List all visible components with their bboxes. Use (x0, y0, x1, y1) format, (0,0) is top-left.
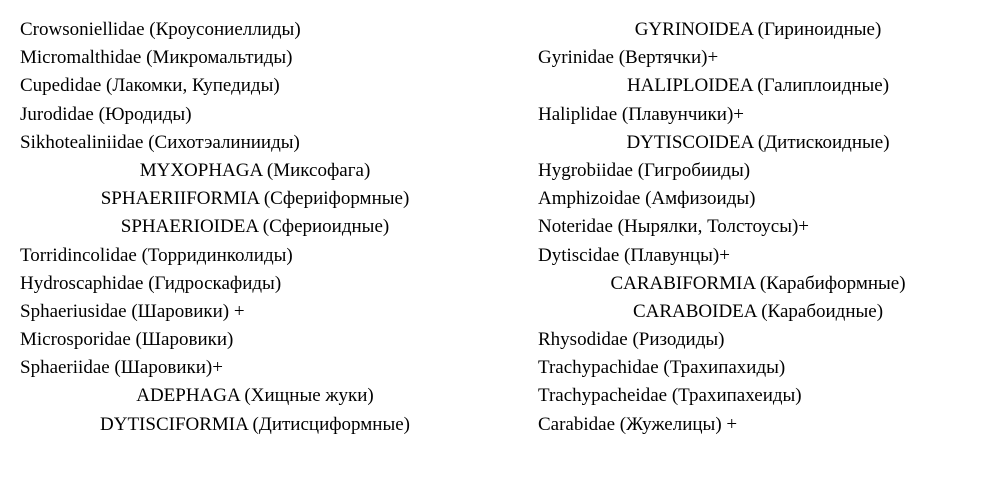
list-item: Jurodidae (Юродиды) (20, 103, 192, 125)
taxon-heading: GYRINOIDEA (Гириноидные) (634, 19, 882, 40)
taxon-heading: CARABOIDEA (Карабоидные) (632, 300, 884, 322)
list-item: Micromalthidae (Микромальтиды) (20, 47, 293, 69)
list-item: Carabidae (Жужелицы) + (538, 413, 738, 435)
list-item: Trachypacheidae (Трахипахеиды) (538, 385, 802, 407)
list-item: Crowsoniellidae (Кроусониеллиды) (20, 19, 301, 40)
taxon-heading: DYTISCOIDEA (Дитискоидные) (626, 131, 890, 153)
list-item: Sikhotealiniidae (Сихотэалинииды) (20, 131, 300, 153)
taxon-heading: CARABIFORMIA (Карабиформные) (610, 272, 906, 294)
list-item: Rhysodidae (Ризодиды) (538, 329, 725, 351)
list-item: Dytiscidae (Плавунцы)+ (538, 244, 730, 266)
taxon-heading: DYTISCIFORMIA (Дитисциформные) (100, 413, 410, 435)
taxon-heading: MYXOPHAGA (Миксофага) (139, 159, 371, 181)
list-item: Amphizoidae (Амфизоиды) (538, 188, 756, 210)
list-item: Haliplidae (Плавунчики)+ (538, 103, 745, 125)
right-column (538, 16, 978, 439)
list-item: Gyrinidae (Вертячки)+ (538, 47, 719, 69)
taxon-heading: SPHAERIOIDEA (Сфериоидные) (120, 216, 390, 238)
taxon-heading: HALIPLOIDEA (Галиплоидные) (626, 75, 890, 97)
left-column (20, 16, 490, 439)
list-item: Microsporidae (Шаровики) (20, 329, 234, 351)
list-item: Cupedidae (Лакомки, Купедиды) (20, 75, 280, 97)
list-item: Noteridae (Нырялки, Толстоусы)+ (538, 216, 810, 238)
list-item: Torridincolidae (Торридинколиды) (20, 244, 293, 266)
taxon-heading: ADEPHAGA (Хищные жуки) (136, 385, 374, 407)
list-item: Trachypachidae (Трахипахиды) (538, 357, 786, 379)
taxon-heading: SPHAERIIFORMIA (Сфериiформные) (100, 188, 410, 210)
list-item: Hydroscaphidae (Гидроскафиды) (20, 272, 282, 294)
list-item: Sphaeriusidae (Шаровики) + (20, 300, 245, 322)
list-item: Hygrobiidae (Гигробииды) (538, 159, 751, 181)
list-item: Sphaeriidae (Шаровики)+ (20, 357, 223, 379)
